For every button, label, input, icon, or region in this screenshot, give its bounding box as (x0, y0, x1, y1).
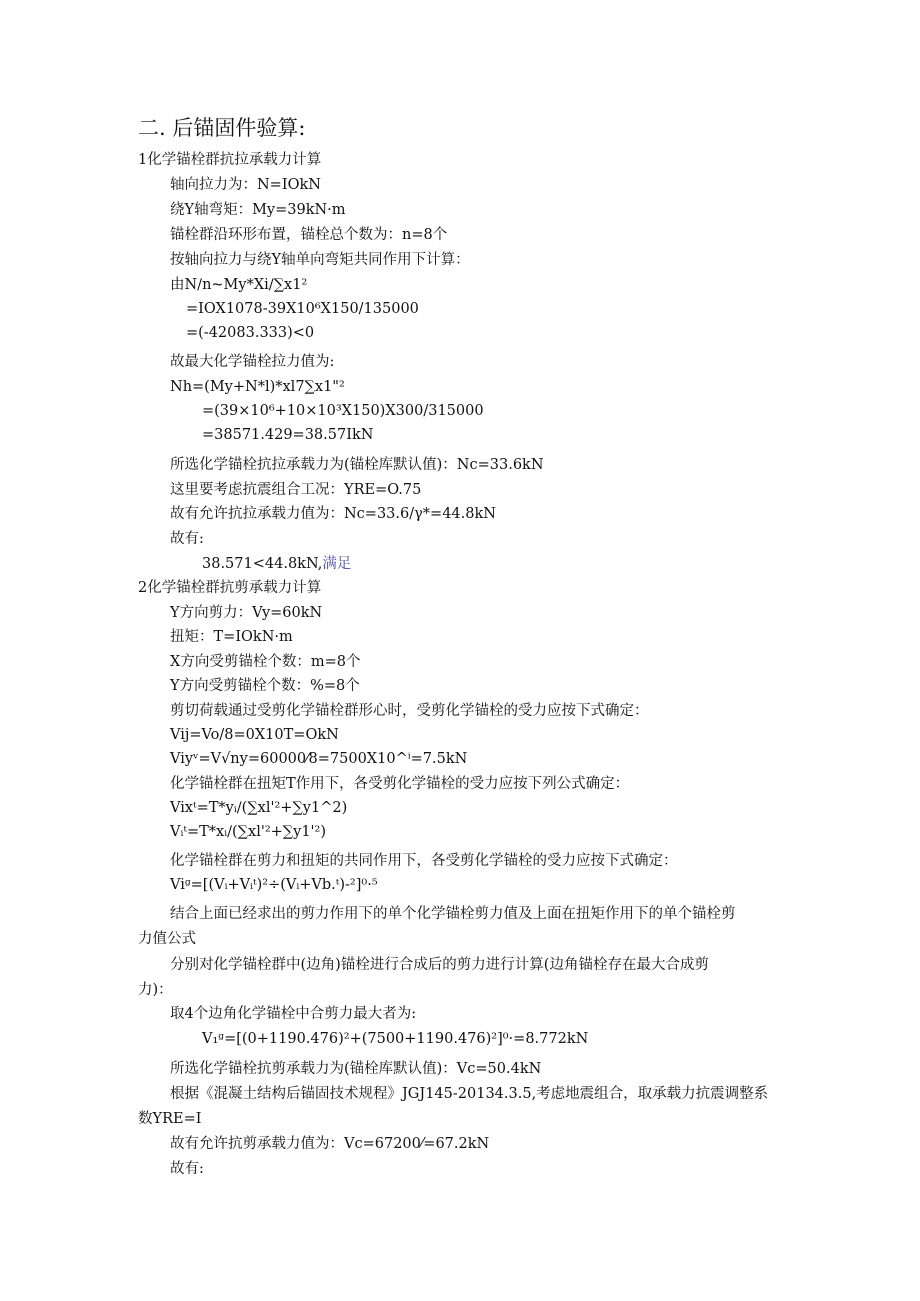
text-line: 故最大化学锚栓拉力值为: (170, 354, 335, 370)
formula-line: =(39×10⁶+10×10³X150)X300/315000 (202, 403, 484, 419)
text-line: 分别对化学锚栓群中(边角)锚栓进行合成后的剪力进行计算(边角锚栓存在最大合成剪 (170, 957, 709, 973)
section-title-shear: 2化学锚栓群抗剪承载力计算 (138, 580, 322, 596)
text-line: 化学锚栓群在扭矩T作用下，各受剪化学锚栓的受力应按下列公式确定： (170, 776, 630, 792)
formula-line: =IOX1078-39X10⁶X150/135000 (186, 301, 419, 317)
text-line: 绕Y轴弯矩：My=39kN·m (170, 202, 346, 218)
text-line: 剪切荷载通过受剪化学锚栓群形心时，受剪化学锚栓的受力应按下式确定： (170, 703, 649, 719)
text-line: 所选化学锚栓抗拉承载力为(锚栓库默认值)：Nc=33.6kN (170, 457, 544, 473)
text-line: 力)： (138, 982, 173, 998)
text-line: X方向受剪锚栓个数：m=8个 (170, 654, 361, 670)
formula-line: Vᵢᵗ=T*xᵢ∕(∑xl'²+∑y1'²) (170, 824, 327, 840)
text-line: 力值公式 (138, 931, 196, 947)
text-line: 化学锚栓群在剪力和扭矩的共同作用下，各受剪化学锚栓的受力应按下式确定： (170, 853, 678, 869)
text-line: 锚栓群沿环形布置，锚栓总个数为：n=8个 (170, 227, 448, 243)
section-heading: 二. 后锚固件验算: (138, 116, 306, 140)
formula-line: =(-42083.333)<0 (186, 325, 315, 341)
text-line: 这里要考虑抗震组合工况：YRE=O.75 (170, 482, 422, 498)
text-line: Y方向受剪锚栓个数：%=8个 (170, 678, 360, 694)
formula-line: Vixᵗ=T*yᵢ∕(∑xl'²+∑y1^2) (170, 800, 348, 816)
formula-line: 由N∕n~My*Xi∕∑x1² (170, 277, 308, 293)
formula-line: Viyᵛ=V√ny=60000⁄8=7500X10^ⁱ=7.5kN (170, 751, 468, 767)
formula-line: V₁ᵍ=[(0+1190.476)²+(7500+1190.476)²]⁰·=8.772kN (202, 1031, 589, 1047)
formula-line: Vij=Vo/8=0X10T=OkN (170, 727, 339, 743)
formula-line: Nh=(My+N*l)*xl7∑x1"² (170, 379, 345, 395)
text-line: 扭矩：T=IOkN·m (170, 629, 293, 645)
formula-line: =38571.429=38.57IkN (202, 427, 374, 443)
text-line: 故有: (170, 531, 204, 547)
satisfied-label: 满足 (322, 556, 352, 572)
text-line: 结合上面已经求出的剪力作用下的单个化学锚栓剪力值及上面在扭矩作用下的单个锚栓剪 (170, 906, 736, 922)
text-line: 根据《混凝土结构后锚固技术规程》JGJ145-20134.3.5,考虑地震组合，取承载力抗震调整系 (170, 1086, 769, 1102)
text-line: 所选化学锚栓抗剪承载力为(锚栓库默认值)：Vc=50.4kN (170, 1061, 542, 1077)
section-title-tension: 1化学锚栓群抗拉承载力计算 (138, 152, 322, 168)
formula-line: Viᵍ=[(Vᵢ+Vᵢᵗ)²÷(Vᵢ+Vb.ᵗ)-²]⁰·⁵ (170, 877, 378, 893)
check-line (202, 554, 351, 574)
text-line: 故有: (170, 1161, 204, 1177)
check-value: 38.571<44.8kN, (202, 556, 323, 572)
text-line: 取4个边角化学锚栓中合剪力最大者为: (170, 1006, 417, 1022)
text-line: 数YRE=I (138, 1111, 202, 1127)
text-line: 按轴向拉力与绕Y轴单向弯矩共同作用下计算： (170, 252, 470, 268)
text-line: 轴向拉力为：N=IOkN (170, 177, 321, 193)
text-line: Y方向剪力：Vy=60kN (170, 605, 323, 621)
text-line: 故有允许抗剪承载力值为：Vc=67200⁄=67.2kN (170, 1136, 490, 1152)
text-line: 故有允许抗拉承载力值为：Nc=33.6/γ*=44.8kN (170, 506, 496, 522)
